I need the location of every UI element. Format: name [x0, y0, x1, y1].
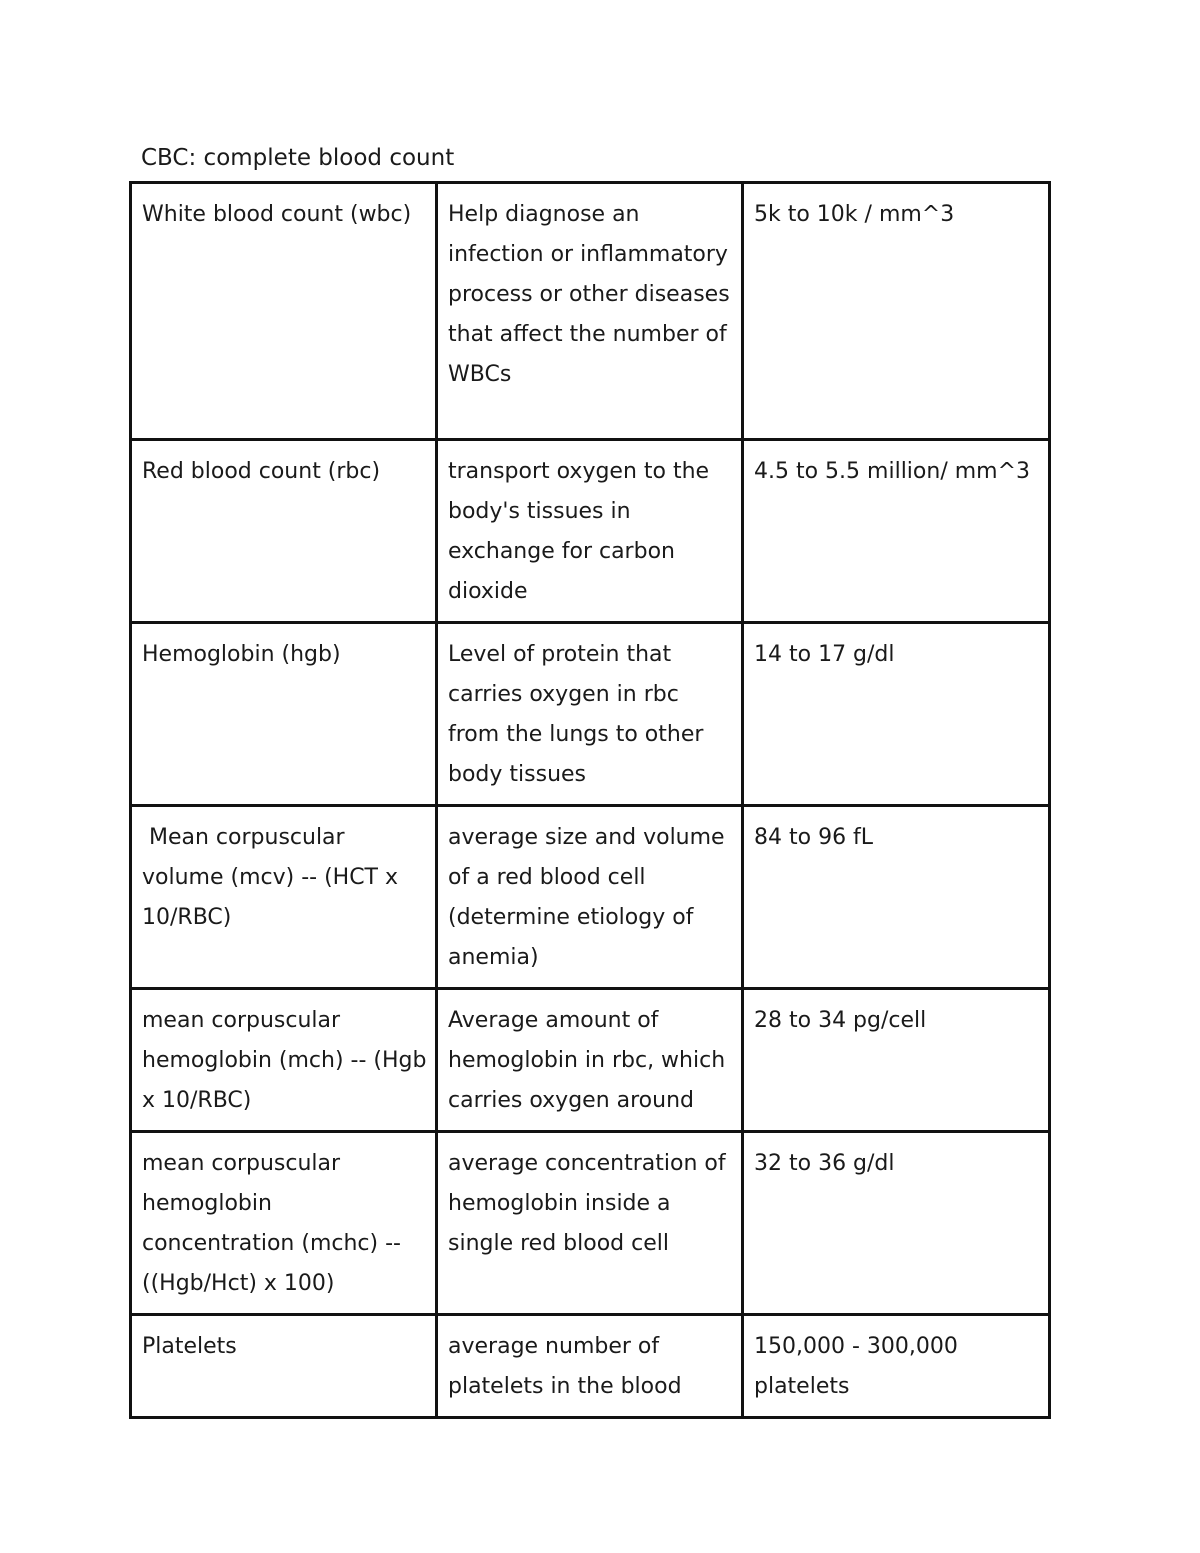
description-cell: average number of platelets in the blood: [437, 1315, 743, 1418]
description-cell: Average amount of hemoglobin in rbc, which carries oxygen around: [437, 989, 743, 1132]
reference-range-cell: 32 to 36 g/dl: [743, 1132, 1050, 1315]
cbc-table: [129, 181, 1051, 1419]
reference-range-cell: 84 to 96 fL: [743, 806, 1050, 989]
description-cell: Level of protein that carries oxygen in rbc from the lungs to other body tissues: [437, 623, 743, 806]
table-row: [131, 623, 1050, 806]
document-title: CBC: complete blood count: [141, 145, 455, 171]
table-row: [131, 440, 1050, 623]
table-row: [131, 1132, 1050, 1315]
table-row: [131, 806, 1050, 989]
test-name-cell: mean corpuscular hemoglobin (mch) -- (Hgb x 10/RBC): [131, 989, 437, 1132]
description-cell: Help diagnose an infection or inflammatory process or other diseases that affect the number of WBCs: [437, 183, 743, 440]
description-cell: average size and volume of a red blood cell (determine etiology of anemia): [437, 806, 743, 989]
test-name-cell: White blood count (wbc): [131, 183, 437, 440]
description-cell: average concentration of hemoglobin inside a single red blood cell: [437, 1132, 743, 1315]
reference-range-cell: 14 to 17 g/dl: [743, 623, 1050, 806]
table-row: [131, 183, 1050, 440]
reference-range-cell: 28 to 34 pg/cell: [743, 989, 1050, 1132]
reference-range-cell: 5k to 10k / mm^3: [743, 183, 1050, 440]
test-name-cell: Mean corpuscular volume (mcv) -- (HCT x 10/RBC): [131, 806, 437, 989]
test-name-cell: Red blood count (rbc): [131, 440, 437, 623]
table-row: [131, 989, 1050, 1132]
table-row: [131, 1315, 1050, 1418]
test-name-cell: mean corpuscular hemoglobin concentration (mchc) -- ((Hgb/Hct) x 100): [131, 1132, 437, 1315]
test-name-cell: Platelets: [131, 1315, 437, 1418]
reference-range-cell: 4.5 to 5.5 million/ mm^3: [743, 440, 1050, 623]
reference-range-cell: 150,000 - 300,000 platelets: [743, 1315, 1050, 1418]
description-cell: transport oxygen to the body's tissues in exchange for carbon dioxide: [437, 440, 743, 623]
test-name-cell: Hemoglobin (hgb): [131, 623, 437, 806]
